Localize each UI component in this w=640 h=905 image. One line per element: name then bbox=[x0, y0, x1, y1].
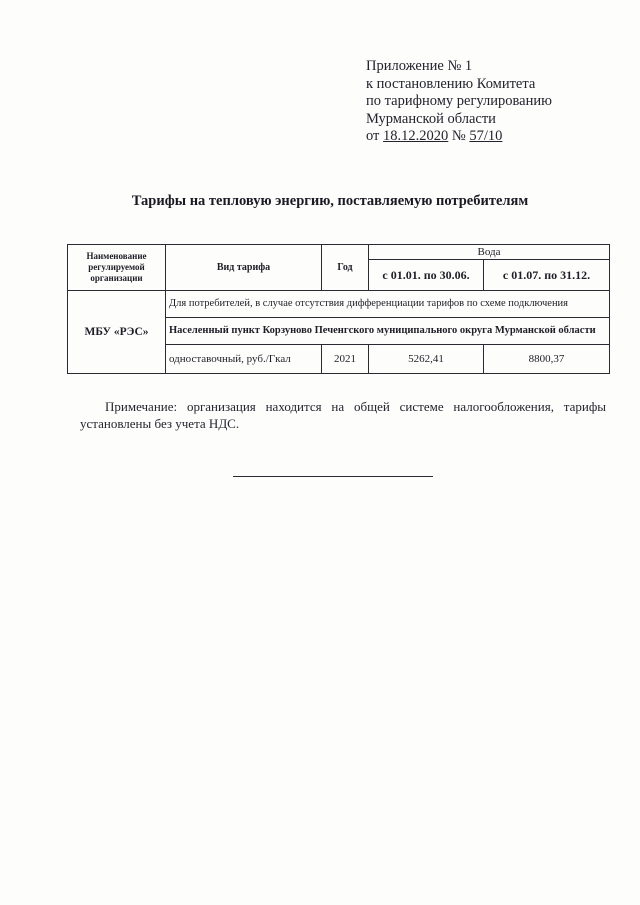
tariff-table bbox=[67, 244, 610, 374]
organization-name: МБУ «РЭС» bbox=[68, 291, 166, 374]
document-title: Тарифы на тепловую энергию, поставляемую потребителям bbox=[131, 193, 529, 209]
header-period-1: с 01.01. по 30.06. bbox=[369, 260, 484, 291]
appendix-region-line: Мурманской области bbox=[366, 110, 496, 127]
separator-line bbox=[233, 476, 433, 477]
resolution-date: 18.12.2020 bbox=[383, 128, 449, 144]
tariff-value-period-2: 8800,37 bbox=[484, 345, 610, 374]
header-year: Год bbox=[322, 245, 369, 291]
header-tariff-kind: Вид тарифа bbox=[166, 245, 322, 291]
tax-note: Примечание: организация находится на общей системе налогообложения, тарифы установлены без учета НДС. bbox=[80, 399, 606, 431]
appendix-number: Приложение № 1 bbox=[366, 58, 473, 74]
header-period-2: с 01.07. по 31.12. bbox=[484, 260, 610, 291]
date-prefix: от bbox=[366, 128, 384, 144]
appendix-resolution-line: к постановлению Комитета bbox=[366, 75, 536, 92]
resolution-number: 57/10 bbox=[469, 128, 503, 144]
appendix-date-line bbox=[366, 128, 552, 146]
consumers-note: Для потребителей, в случае отсутствия дифференциации тарифов по схеме подключения bbox=[166, 291, 610, 318]
tariff-kind-value: одноставочный, руб./Гкал bbox=[166, 345, 322, 374]
header-water-group: Вода bbox=[369, 245, 610, 260]
appendix-committee-line: по тарифному регулированию bbox=[366, 93, 552, 109]
consumers-note-row bbox=[68, 291, 610, 318]
header-row-1 bbox=[68, 245, 610, 260]
header-organization: Наименование регулируемой организации bbox=[68, 245, 166, 291]
tariff-value-period-1: 5262,41 bbox=[369, 345, 484, 374]
appendix-header bbox=[366, 58, 552, 146]
year-value: 2021 bbox=[322, 345, 369, 374]
settlement-name: Населенный пункт Корзуново Печенгского муниципального округа Мурманской области bbox=[166, 318, 610, 345]
number-prefix: № bbox=[448, 128, 470, 144]
